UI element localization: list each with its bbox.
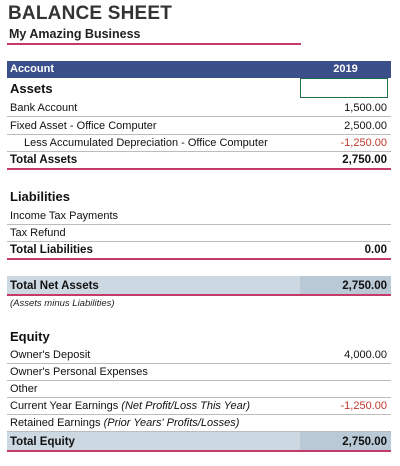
row-label: Owner's Deposit [10,349,91,361]
net-assets-note: (Assets minus Liabilities) [10,298,115,309]
assets-heading: Assets [10,81,53,96]
total-net-assets-label: Total Net Assets [10,280,99,292]
row-label: Income Tax Payments [10,210,119,222]
liabilities-heading: Liabilities [10,189,70,204]
total-equity-value: 2,750.00 [342,436,387,448]
total-assets-value: 2,750.00 [342,154,387,166]
row-label: Less Accumulated Depreciation - Office Computer [24,137,268,149]
row-value: 4,000.00 [344,349,387,361]
total-liabilities-row [7,242,391,260]
sheet-title: BALANCE SHEET [8,3,173,24]
total-assets-row [7,152,391,170]
table-row[interactable] [7,347,391,364]
row-label-group [10,398,250,415]
row-label: Retained Earnings [10,417,101,429]
row-value: 2,500.00 [344,120,387,132]
table-row[interactable] [7,208,391,225]
table-row[interactable] [7,118,391,135]
table-row[interactable] [7,225,391,242]
account-column-header: Account [10,63,54,75]
total-equity-row [7,432,391,452]
row-label: Tax Refund [10,227,66,239]
table-row[interactable] [7,100,391,117]
equity-heading-row [7,327,391,347]
row-value: -1,250.00 [340,400,387,412]
row-value: 1,500.00 [344,102,387,114]
table-header-row [7,61,391,78]
total-liabilities-label: Total Liabilities [10,244,93,256]
equity-heading: Equity [10,329,50,344]
row-label: Fixed Asset - Office Computer [10,120,157,132]
total-net-assets-row [7,276,391,296]
selected-cell[interactable] [300,78,388,98]
row-label: Bank Account [10,102,78,114]
row-label-note: (Net Profit/Loss This Year) [121,400,251,412]
row-label-note: (Prior Years' Profits/Losses) [103,417,240,429]
liabilities-heading-row [7,187,391,207]
row-label: Current Year Earnings [10,400,119,412]
total-assets-label: Total Assets [10,154,78,166]
subtitle-underline [7,43,301,45]
net-assets-note-row [7,297,391,311]
business-name: My Amazing Business [9,27,141,41]
total-equity-label: Total Equity [10,436,75,448]
table-row[interactable] [7,398,391,415]
table-row[interactable] [7,415,391,432]
total-liabilities-value: 0.00 [364,244,387,256]
total-net-assets-value: 2,750.00 [342,280,387,292]
table-row[interactable] [7,135,391,152]
row-label-group [10,415,239,432]
row-value: -1,250.00 [340,137,387,149]
table-row[interactable] [7,364,391,381]
year-column-header: 2019 [333,63,358,75]
row-label: Owner's Personal Expenses [10,366,148,378]
table-row[interactable] [7,381,391,398]
row-label: Other [10,383,38,395]
